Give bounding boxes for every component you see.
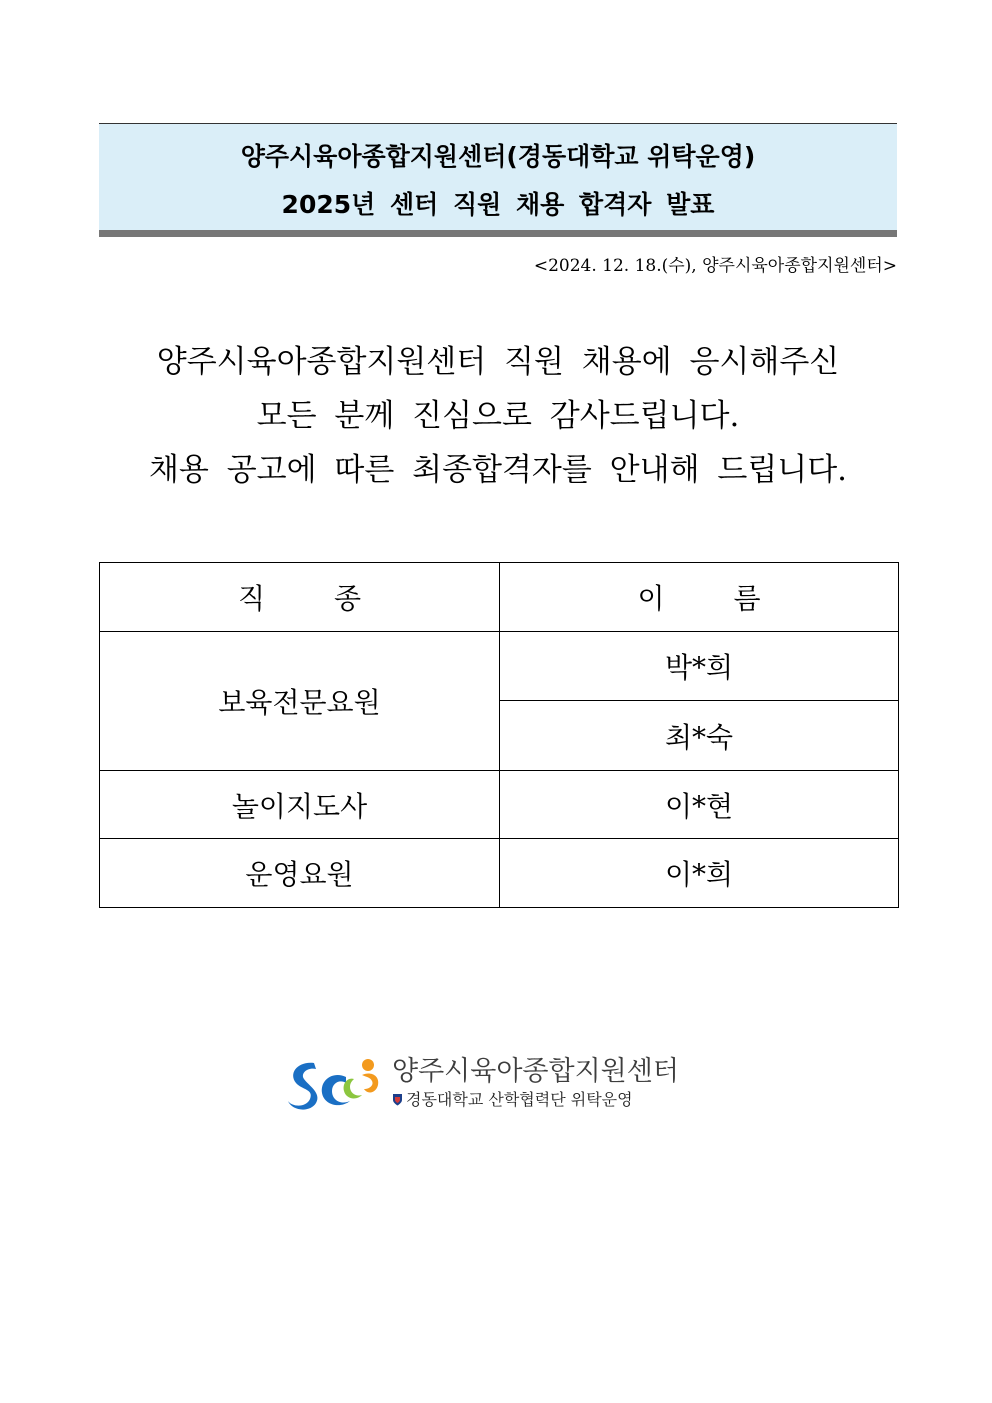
column-header-job: 직 종 [100, 563, 500, 632]
job-cell: 보육전문요원 [100, 632, 500, 771]
center-logo-subtitle: 경동대학교 산학협력단 위탁운영 [406, 1090, 633, 1109]
table-row [100, 771, 899, 839]
page-title-line2: 2025년 센터 직원 채용 합격자 발표 [281, 190, 715, 219]
table-header-row [100, 563, 899, 632]
center-logo [284, 1055, 724, 1115]
name-cell: 최*숙 [500, 701, 899, 771]
center-logo-subtitle-row [392, 1091, 633, 1109]
name-cell: 이*현 [500, 771, 899, 839]
name-cell: 이*희 [500, 839, 899, 908]
intro-line-3: 채용 공고에 따른 최종합격자를 안내해 드립니다. [148, 452, 848, 488]
announcement-date: <2024. 12. 18.(수), 양주시육아종합지원센터> [533, 256, 897, 276]
results-table [99, 562, 899, 908]
title-banner [99, 123, 897, 237]
name-cell: 박*희 [500, 632, 899, 701]
table-row [100, 632, 899, 701]
center-logo-name: 양주시육아종합지원센터 [392, 1056, 679, 1087]
intro-line-2: 모든 분께 진심으로 감사드립니다. [256, 398, 740, 434]
job-cell: 놀이지도사 [100, 771, 500, 839]
column-header-name: 이 름 [500, 563, 899, 632]
job-cell: 운영요원 [100, 839, 500, 908]
university-emblem-icon [392, 1093, 403, 1106]
center-logo-mark [284, 1055, 384, 1113]
table-row [100, 839, 899, 908]
intro-line-1: 양주시육아종합지원센터 직원 채용에 응시해주신 [156, 344, 840, 380]
page-title-line1: 양주시육아종합지원센터(경동대학교 위탁운영) [240, 142, 756, 171]
